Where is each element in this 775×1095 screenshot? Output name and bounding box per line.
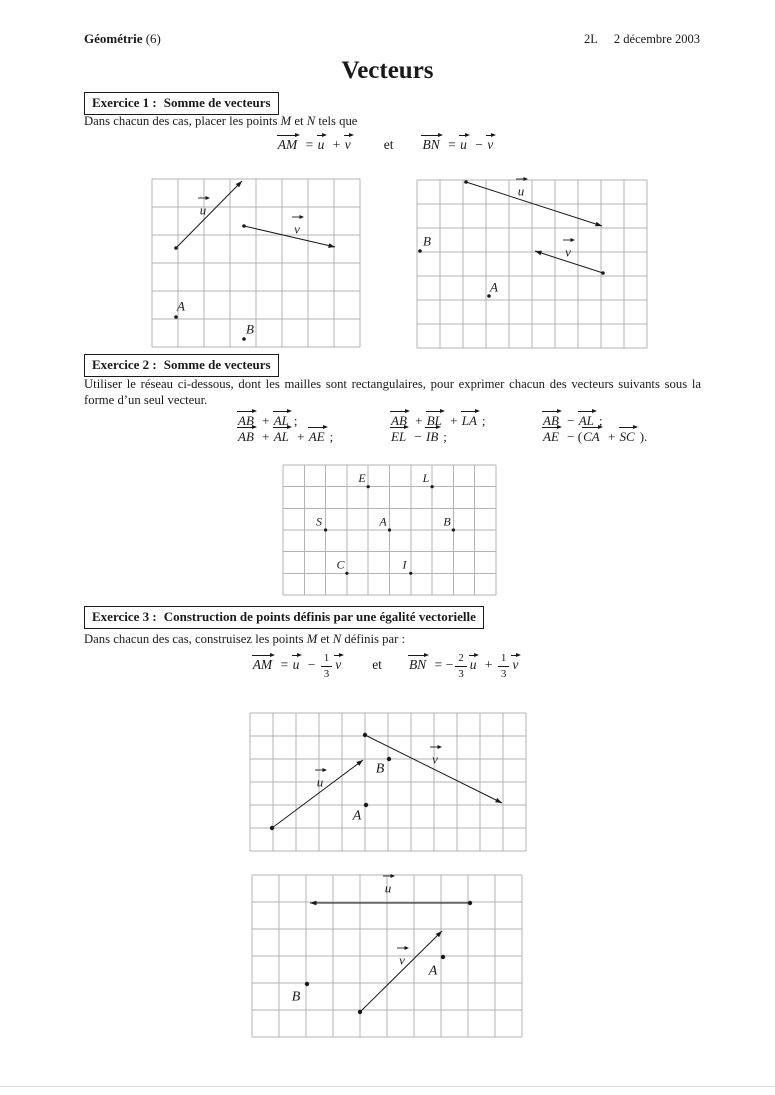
point-label: u	[316, 774, 324, 790]
point-label: u	[384, 880, 392, 896]
vector-symbol: AB	[390, 409, 410, 427]
exercise1-header	[84, 92, 279, 115]
point-label: B	[375, 761, 385, 777]
point-dot	[409, 572, 412, 575]
vector-symbol: BN	[421, 133, 442, 152]
point-label: B	[443, 514, 451, 529]
exercise2-subject: Somme de vecteurs	[163, 357, 271, 372]
exercise3-formula: AM = u − $\frac{1}{3}$ v et BN = − $\frac{2}{3}$ u + $\frac{1}{3}$ v	[0, 652, 775, 680]
point-label: B	[423, 233, 431, 249]
header-class-label: 2L	[584, 32, 598, 46]
header-course-name: Géométrie	[84, 31, 143, 46]
exercise1-subject: Somme de vecteurs	[163, 95, 271, 110]
point-dot	[430, 485, 433, 488]
vector-symbol: BL	[426, 409, 445, 427]
exercise3-label: Exercice 3 :	[92, 609, 157, 624]
exercise2-formulas	[84, 409, 700, 449]
vector-symbol: BN	[408, 653, 429, 672]
vector-symbol: v	[334, 653, 344, 672]
point-label: v	[294, 221, 300, 237]
point-dot	[358, 1010, 362, 1014]
exercise3-subject: Construction de points définis par une égalité vectorielle	[163, 609, 476, 624]
exercise2-box	[84, 354, 279, 377]
header-course-number: (6)	[142, 31, 161, 46]
point-dot	[270, 826, 274, 830]
fraction: $\frac{1}{3}$	[498, 652, 510, 680]
label-arrow-head	[438, 745, 443, 749]
exercise3-figure-top	[250, 713, 526, 851]
point-dot	[464, 180, 468, 184]
exercise3-header	[84, 606, 484, 629]
label-arrow-head	[206, 196, 211, 200]
exercise1-figure-right	[417, 180, 647, 348]
vector-symbol: AB	[542, 409, 562, 427]
formula-cell: EL − IB ;	[390, 425, 447, 445]
point-label: A	[490, 279, 498, 295]
point-label: A	[379, 514, 387, 529]
vector-symbol: AM	[252, 653, 276, 672]
fraction: $\frac{2}{3}$	[455, 652, 467, 680]
arrow-head	[495, 798, 502, 803]
formula-cell: AB + AL + AE ;	[237, 425, 333, 445]
vector-arrow	[176, 181, 242, 248]
point-dot	[242, 337, 246, 341]
point-dot	[468, 901, 472, 905]
vector-symbol: AL	[273, 409, 292, 427]
label-arrow-head	[405, 946, 410, 950]
vector-symbol: SC	[619, 425, 638, 443]
point-dot	[174, 246, 178, 250]
point-label: I	[402, 557, 407, 572]
vector-symbol: v	[511, 653, 521, 672]
point-dot	[418, 249, 422, 253]
fraction: $\frac{1}{3}$	[321, 652, 333, 680]
point-dot	[324, 528, 327, 531]
point-label: B	[291, 989, 301, 1005]
point-dot	[174, 315, 178, 319]
point-dot	[601, 271, 605, 275]
header-right	[584, 32, 700, 47]
exercise3-intro: Dans chacun des cas, construisez les points M et N définis par :	[84, 632, 406, 646]
exercise3-figure-bottom	[252, 875, 522, 1037]
point-label: E	[358, 470, 366, 485]
point-dot	[441, 955, 445, 959]
point-label: u	[199, 202, 207, 218]
exercise1-figure-left	[152, 179, 360, 347]
vector-symbol: AL	[273, 425, 292, 443]
point-label: u	[517, 183, 525, 199]
point-label: S	[316, 514, 323, 529]
exercise2-header	[84, 354, 279, 377]
exercise2-label: Exercice 2 :	[92, 357, 157, 372]
point-label: v	[565, 244, 571, 260]
vector-symbol: AB	[237, 409, 257, 427]
point-label: v	[432, 751, 438, 767]
point-label: A	[428, 963, 438, 979]
vector-symbol: v	[486, 133, 496, 152]
exercise2-figure	[283, 465, 496, 595]
vector-symbol: CA	[582, 425, 603, 443]
vector-symbol: IB	[425, 425, 441, 443]
point-dot	[387, 757, 391, 761]
point-label: v	[399, 952, 405, 968]
formula-cell: AB + BL + LA ;	[390, 409, 486, 429]
vector-symbol: AM	[277, 133, 301, 152]
label-arrow-head	[571, 238, 576, 242]
exercise1-label: Exercice 1 :	[92, 95, 157, 110]
exercise1-box	[84, 92, 279, 115]
point-dot	[367, 485, 370, 488]
point-label: A	[177, 298, 185, 314]
point-dot	[242, 224, 246, 228]
vector-symbol: LA	[461, 409, 480, 427]
formula-cell: AB − AL ;	[542, 409, 603, 429]
exercise2-intro: Utiliser le réseau ci-dessous, dont les mailles sont rectangulaires, pour exprimer chacun des vecteurs suivants sous la forme d’un seul vecteur.	[84, 377, 701, 407]
label-arrow-head	[323, 768, 328, 772]
label-arrow-head	[300, 215, 305, 219]
point-label: L	[422, 470, 430, 485]
header-course	[84, 31, 161, 47]
arrow-head	[535, 251, 542, 256]
vector-symbol: AE	[308, 425, 328, 443]
point-label: B	[246, 321, 254, 337]
vector-symbol: u	[317, 133, 328, 152]
point-dot	[345, 572, 348, 575]
point-dot	[363, 733, 367, 737]
page-title: Vecteurs	[341, 57, 434, 84]
vector-symbol: u	[459, 133, 470, 152]
vector-symbol: u	[292, 653, 303, 672]
point-label: C	[336, 557, 345, 572]
formula-cell: AB + AL ;	[237, 409, 298, 429]
point-dot	[305, 982, 309, 986]
point-dot	[452, 528, 455, 531]
exercise3-box	[84, 606, 484, 629]
page-bottom-edge	[0, 1086, 775, 1087]
vector-symbol: v	[344, 133, 354, 152]
vector-symbol: AB	[237, 425, 257, 443]
vector-symbol: u	[469, 653, 480, 672]
point-label: A	[352, 808, 362, 824]
exercise1-formula: AM = u + v et BN = u − v	[0, 133, 775, 153]
header-date: 2 décembre 2003	[613, 32, 700, 46]
formula-cell: AE − (CA + SC ).	[542, 425, 647, 445]
vector-arrow	[244, 226, 335, 247]
arrow-head	[356, 760, 363, 766]
arrow-head	[310, 901, 317, 906]
vector-symbol: EL	[390, 425, 409, 443]
point-dot	[364, 803, 368, 807]
point-dot	[388, 528, 391, 531]
point-dot	[487, 294, 491, 298]
vector-symbol: AE	[542, 425, 562, 443]
exercise1-intro: Dans chacun des cas, placer les points M et N tels que	[84, 114, 358, 128]
vector-symbol: AL	[578, 409, 597, 427]
